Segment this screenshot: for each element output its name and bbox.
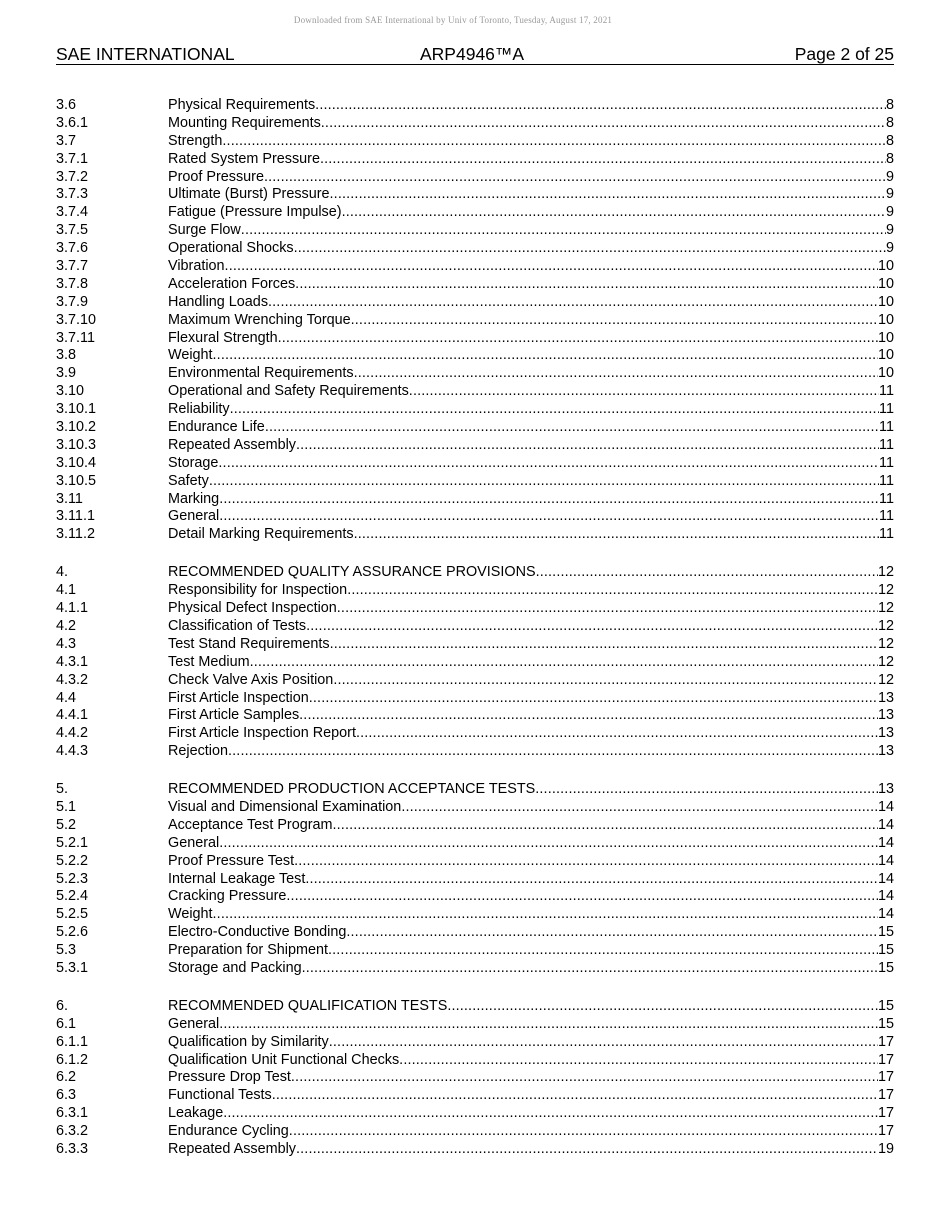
toc-entry[interactable] xyxy=(56,725,894,743)
toc-entry-title: Responsibility for Inspection xyxy=(168,582,348,599)
toc-entry-title: First Article Samples xyxy=(168,707,300,724)
toc-entry-page: 13 xyxy=(877,743,894,760)
toc-entry-page: 11 xyxy=(879,508,894,525)
toc-entry-page: 13 xyxy=(877,725,894,742)
toc-entry-title: Cracking Pressure xyxy=(168,888,287,905)
toc-entry-number: 4.1.1 xyxy=(56,600,89,617)
toc-entry-number: 3.10.4 xyxy=(56,454,97,471)
toc-entry[interactable] xyxy=(56,526,894,544)
toc-entry-title: Qualification by Similarity xyxy=(168,1033,329,1050)
toc-entry-number: 3.7.6 xyxy=(56,240,89,257)
toc-entry[interactable] xyxy=(56,508,894,526)
toc-entry[interactable] xyxy=(56,473,894,491)
toc-entry-title: Weight xyxy=(168,347,213,364)
toc-entry-title: Repeated Assembly xyxy=(168,436,296,453)
dot-leader xyxy=(354,526,879,544)
toc-entry-title: Qualification Unit Functional Checks xyxy=(168,1051,400,1068)
toc-entry-title: Operational and Safety Requirements xyxy=(168,383,409,400)
toc-entry-number: 3.10.1 xyxy=(56,401,97,418)
toc-entry-page: 8 xyxy=(885,132,894,149)
toc-entry[interactable] xyxy=(56,222,894,240)
toc-entry-title: Weight xyxy=(168,906,213,923)
dot-leader xyxy=(536,564,878,582)
header-page-number: Page 2 of 25 xyxy=(794,44,894,64)
dot-leader xyxy=(286,888,878,906)
toc-entry-number: 5.2 xyxy=(56,816,77,833)
toc-entry[interactable] xyxy=(56,365,894,383)
toc-entry[interactable] xyxy=(56,169,894,187)
toc-entry-title: Preparation for Shipment xyxy=(168,942,328,959)
toc-entry[interactable] xyxy=(56,1105,894,1123)
toc-entry-page: 14 xyxy=(877,816,894,833)
dot-leader xyxy=(241,222,886,240)
toc-entry[interactable] xyxy=(56,690,894,708)
toc-entry-page: 9 xyxy=(885,186,894,203)
toc-entry-page: 17 xyxy=(877,1051,894,1068)
toc-entry-number: 3.7.10 xyxy=(56,311,97,328)
toc-entry-page: 14 xyxy=(877,798,894,815)
toc-entry-number: 6.3.1 xyxy=(56,1105,89,1122)
dot-leader xyxy=(222,133,886,151)
toc-entry-title: Surge Flow xyxy=(168,222,241,239)
toc-entry-title: RECOMMENDED QUALIFICATION TESTS xyxy=(168,997,448,1014)
toc-entry-page: 10 xyxy=(877,347,894,364)
toc-entry-title: Repeated Assembly xyxy=(168,1140,296,1157)
toc-entry[interactable] xyxy=(56,654,894,672)
toc-entry-page: 11 xyxy=(879,419,894,436)
dot-leader xyxy=(209,473,879,491)
toc-entry-page: 19 xyxy=(877,1140,894,1157)
toc-entry-number: 3.7.4 xyxy=(56,204,89,221)
toc-entry-page: 15 xyxy=(877,924,894,941)
toc-entry-title: First Article Inspection Report xyxy=(168,725,356,742)
toc-entry-number: 6.1 xyxy=(56,1015,77,1032)
toc-entry-number: 6. xyxy=(56,997,69,1014)
toc-entry[interactable] xyxy=(56,1141,894,1159)
toc-entry[interactable] xyxy=(56,437,894,455)
toc-entry-number: 5.2.1 xyxy=(56,834,89,851)
header-org: SAE INTERNATIONAL xyxy=(56,44,235,64)
toc-entry-title: Storage xyxy=(168,454,219,471)
toc-entry-number: 3.10.5 xyxy=(56,472,97,489)
toc-entry-number: 4.4.2 xyxy=(56,725,89,742)
dot-leader xyxy=(223,1105,878,1123)
toc-entry[interactable] xyxy=(56,960,894,978)
toc-entry-number: 5.2.3 xyxy=(56,870,89,887)
dot-leader xyxy=(356,725,878,743)
dot-leader xyxy=(347,582,878,600)
toc-entry-title: Visual and Dimensional Examination xyxy=(168,798,402,815)
toc-entry-title: Marking xyxy=(168,490,220,507)
toc-entry-number: 4.2 xyxy=(56,617,77,634)
toc-entry[interactable] xyxy=(56,871,894,889)
toc-entry[interactable] xyxy=(56,888,894,906)
toc-entry-page: 14 xyxy=(877,888,894,905)
dot-leader xyxy=(295,276,878,294)
toc-entry[interactable] xyxy=(56,835,894,853)
toc-entry[interactable] xyxy=(56,258,894,276)
toc-entry-title: Acceleration Forces xyxy=(168,275,296,292)
toc-entry-number: 4.4.3 xyxy=(56,743,89,760)
toc-entry-title: Proof Pressure xyxy=(168,168,264,185)
toc-entry-title: Flexural Strength xyxy=(168,329,278,346)
toc-entry[interactable] xyxy=(56,618,894,636)
toc-entry[interactable] xyxy=(56,998,894,1016)
dot-leader xyxy=(309,690,878,708)
dot-leader xyxy=(333,672,878,690)
toc-entry-number: 4.3 xyxy=(56,635,77,652)
toc-entry-number: 5.1 xyxy=(56,798,77,815)
toc-entry-page: 15 xyxy=(877,942,894,959)
toc-entry[interactable] xyxy=(56,383,894,401)
toc-entry-page: 12 xyxy=(877,653,894,670)
toc-entry-page: 12 xyxy=(877,617,894,634)
toc-entry[interactable] xyxy=(56,330,894,348)
toc-entry-page: 9 xyxy=(885,240,894,257)
toc-entry[interactable] xyxy=(56,672,894,690)
dot-leader xyxy=(213,347,878,365)
toc-entry-number: 3.10 xyxy=(56,383,85,400)
toc-entry-number: 6.2 xyxy=(56,1069,77,1086)
toc-section xyxy=(56,781,894,978)
toc-entry[interactable] xyxy=(56,347,894,365)
toc-entry-page: 11 xyxy=(879,383,894,400)
toc-entry-page: 10 xyxy=(877,365,894,382)
toc-entry-number: 4. xyxy=(56,564,69,581)
toc-entry[interactable] xyxy=(56,707,894,725)
toc-entry-number: 3.6 xyxy=(56,97,77,113)
toc-entry[interactable] xyxy=(56,906,894,924)
toc-entry-title: Strength xyxy=(168,132,223,149)
toc-entry-title: Physical Defect Inspection xyxy=(168,600,337,617)
toc-entry-number: 3.10.2 xyxy=(56,419,97,436)
toc-entry-title: Storage and Packing xyxy=(168,959,302,976)
toc-section xyxy=(56,998,894,1159)
toc-entry-page: 11 xyxy=(879,472,894,489)
toc-entry-page: 14 xyxy=(877,834,894,851)
toc-entry[interactable] xyxy=(56,1034,894,1052)
toc-entry-title: General xyxy=(168,508,220,525)
toc-entry-number: 5.3 xyxy=(56,942,77,959)
toc-entry-title: Leakage xyxy=(168,1105,224,1122)
table-of-contents xyxy=(56,97,894,1179)
dot-leader xyxy=(291,1069,878,1087)
toc-entry[interactable] xyxy=(56,853,894,871)
dot-leader xyxy=(296,1141,878,1159)
toc-entry[interactable] xyxy=(56,97,894,115)
toc-entry-page: 9 xyxy=(885,222,894,239)
toc-entry-page: 8 xyxy=(885,97,894,113)
toc-entry-page: 12 xyxy=(877,671,894,688)
toc-entry[interactable] xyxy=(56,151,894,169)
toc-entry-number: 4.1 xyxy=(56,582,77,599)
toc-entry-title: RECOMMENDED QUALITY ASSURANCE PROVISIONS xyxy=(168,564,536,581)
dot-leader xyxy=(346,924,878,942)
dot-leader xyxy=(219,835,878,853)
toc-entry-title: Safety xyxy=(168,472,209,489)
toc-entry[interactable] xyxy=(56,455,894,473)
toc-entry-page: 10 xyxy=(877,293,894,310)
dot-leader xyxy=(230,401,879,419)
toc-entry[interactable] xyxy=(56,817,894,835)
toc-entry-number: 3.7.3 xyxy=(56,186,89,203)
dot-leader xyxy=(265,419,879,437)
toc-entry-title: Vibration xyxy=(168,258,225,275)
dot-leader xyxy=(330,636,878,654)
dot-leader xyxy=(305,871,878,889)
toc-entry-number: 5.2.5 xyxy=(56,906,89,923)
toc-entry-page: 11 xyxy=(879,526,894,543)
dot-leader xyxy=(264,169,886,187)
toc-entry-number: 3.11 xyxy=(56,490,83,507)
toc-entry-title: Test Stand Requirements xyxy=(168,635,330,652)
header-doc-id: ARP4946™A xyxy=(420,44,525,64)
toc-entry-number: 5. xyxy=(56,781,69,798)
dot-leader xyxy=(302,960,878,978)
toc-entry[interactable] xyxy=(56,401,894,419)
toc-entry-title: Check Valve Axis Position xyxy=(168,671,334,688)
toc-entry-title: Operational Shocks xyxy=(168,240,294,257)
toc-entry-title: Fatigue (Pressure Impulse) xyxy=(168,204,342,221)
toc-entry-page: 15 xyxy=(877,1015,894,1032)
toc-entry-number: 3.7.9 xyxy=(56,293,89,310)
toc-entry[interactable] xyxy=(56,582,894,600)
toc-entry-title: Handling Loads xyxy=(168,293,269,310)
toc-entry[interactable] xyxy=(56,1052,894,1070)
toc-entry[interactable] xyxy=(56,133,894,151)
toc-entry-number: 3.7.5 xyxy=(56,222,89,239)
dot-leader xyxy=(225,258,878,276)
toc-entry-page: 12 xyxy=(877,635,894,652)
toc-entry-page: 10 xyxy=(877,258,894,275)
dot-leader xyxy=(306,618,878,636)
toc-entry-title: Maximum Wrenching Torque xyxy=(168,311,351,328)
dot-leader xyxy=(294,240,886,258)
toc-entry-number: 3.7.2 xyxy=(56,168,89,185)
toc-entry-number: 4.3.2 xyxy=(56,671,89,688)
toc-entry-page: 12 xyxy=(877,564,894,581)
dot-leader xyxy=(329,1034,878,1052)
toc-entry[interactable] xyxy=(56,276,894,294)
toc-section xyxy=(56,97,894,544)
toc-entry-title: Environmental Requirements xyxy=(168,365,354,382)
toc-entry-title: Endurance Cycling xyxy=(168,1123,289,1140)
toc-entry-title: Functional Tests xyxy=(168,1087,272,1104)
dot-leader xyxy=(333,817,878,835)
toc-entry-page: 17 xyxy=(877,1033,894,1050)
toc-entry-page: 9 xyxy=(885,168,894,185)
toc-entry[interactable] xyxy=(56,491,894,509)
dot-leader xyxy=(315,97,886,115)
toc-entry-number: 5.2.4 xyxy=(56,888,89,905)
toc-entry[interactable] xyxy=(56,186,894,204)
toc-entry-title: Classification of Tests xyxy=(168,617,307,634)
toc-entry-number: 3.6.1 xyxy=(56,114,89,131)
dot-leader xyxy=(250,654,878,672)
toc-entry-page: 11 xyxy=(879,401,894,418)
toc-entry-number: 6.3.3 xyxy=(56,1140,89,1157)
toc-entry-number: 5.2.2 xyxy=(56,852,89,869)
toc-entry-page: 17 xyxy=(877,1105,894,1122)
dot-leader xyxy=(228,743,878,761)
toc-entry[interactable] xyxy=(56,924,894,942)
toc-entry[interactable] xyxy=(56,1123,894,1141)
toc-entry[interactable] xyxy=(56,294,894,312)
dot-leader xyxy=(342,204,886,222)
toc-entry-number: 6.3.2 xyxy=(56,1123,89,1140)
toc-entry-page: 15 xyxy=(877,997,894,1014)
dot-leader xyxy=(219,491,879,509)
dot-leader xyxy=(219,508,879,526)
toc-entry-number: 3.10.3 xyxy=(56,436,97,453)
toc-entry-page: 14 xyxy=(877,906,894,923)
toc-entry-title: Mounting Requirements xyxy=(168,114,321,131)
toc-entry-page: 15 xyxy=(877,959,894,976)
toc-entry-page: 10 xyxy=(877,329,894,346)
toc-entry-number: 3.7.8 xyxy=(56,275,89,292)
dot-leader xyxy=(299,707,878,725)
toc-entry[interactable] xyxy=(56,636,894,654)
toc-section xyxy=(56,564,894,761)
toc-entry-number: 5.3.1 xyxy=(56,959,89,976)
toc-entry[interactable] xyxy=(56,600,894,618)
dot-leader xyxy=(337,600,878,618)
toc-entry-page: 12 xyxy=(877,582,894,599)
toc-entry-page: 12 xyxy=(877,600,894,617)
toc-entry-page: 17 xyxy=(877,1123,894,1140)
toc-entry[interactable] xyxy=(56,942,894,960)
dot-leader xyxy=(330,186,886,204)
toc-entry-page: 10 xyxy=(877,275,894,292)
toc-entry-page: 9 xyxy=(885,204,894,221)
dot-leader xyxy=(289,1123,878,1141)
toc-entry-number: 3.7.7 xyxy=(56,258,89,275)
toc-entry-number: 5.2.6 xyxy=(56,924,89,941)
toc-entry[interactable] xyxy=(56,781,894,799)
toc-entry[interactable] xyxy=(56,204,894,222)
toc-entry-title: Pressure Drop Test xyxy=(168,1069,291,1086)
dot-leader xyxy=(447,998,878,1016)
toc-entry-title: General xyxy=(168,834,220,851)
dot-leader xyxy=(268,294,878,312)
toc-entry-number: 6.1.2 xyxy=(56,1051,89,1068)
toc-entry-title: Test Medium xyxy=(168,653,250,670)
toc-entry[interactable] xyxy=(56,1069,894,1087)
dot-leader xyxy=(535,781,878,799)
dot-leader xyxy=(321,115,886,133)
dot-leader xyxy=(272,1087,878,1105)
dot-leader xyxy=(354,365,878,383)
toc-entry[interactable] xyxy=(56,115,894,133)
dot-leader xyxy=(294,853,878,871)
toc-entry-number: 3.11.2 xyxy=(56,526,95,543)
toc-entry[interactable] xyxy=(56,240,894,258)
toc-entry[interactable] xyxy=(56,743,894,761)
toc-entry-title: Detail Marking Requirements xyxy=(168,526,354,543)
toc-entry-page: 17 xyxy=(877,1069,894,1086)
toc-entry-page: 11 xyxy=(879,490,894,507)
toc-entry[interactable] xyxy=(56,799,894,817)
toc-entry-page: 10 xyxy=(877,311,894,328)
toc-entry-number: 3.11.1 xyxy=(56,508,95,525)
toc-entry-page: 8 xyxy=(885,150,894,167)
dot-leader xyxy=(328,942,878,960)
toc-entry-page: 11 xyxy=(879,454,894,471)
toc-entry-page: 13 xyxy=(877,707,894,724)
toc-entry-page: 14 xyxy=(877,852,894,869)
toc-entry-number: 3.9 xyxy=(56,365,77,382)
toc-entry-number: 3.8 xyxy=(56,347,77,364)
toc-entry-number: 3.7.11 xyxy=(56,329,95,346)
download-watermark: Downloaded from SAE International by Univ of Toronto, Tuesday, August 17, 2021 xyxy=(293,15,613,25)
toc-entry-number: 3.7.1 xyxy=(56,150,89,167)
toc-entry[interactable] xyxy=(56,312,894,330)
toc-entry-title: Endurance Life xyxy=(168,419,265,436)
toc-entry-number: 4.3.1 xyxy=(56,653,89,670)
toc-entry-title: Rejection xyxy=(168,743,228,760)
dot-leader xyxy=(296,437,879,455)
toc-entry[interactable] xyxy=(56,564,894,582)
dot-leader xyxy=(351,312,878,330)
toc-entry-title: Rated System Pressure xyxy=(168,150,320,167)
dot-leader xyxy=(278,330,878,348)
toc-entry-number: 6.1.1 xyxy=(56,1033,89,1050)
dot-leader xyxy=(218,455,879,473)
toc-entry-title: Ultimate (Burst) Pressure xyxy=(168,186,330,203)
dot-leader xyxy=(219,1016,878,1034)
toc-entry-page: 13 xyxy=(877,689,894,706)
page-header xyxy=(56,44,894,65)
dot-leader xyxy=(213,906,878,924)
toc-entry-number: 4.4.1 xyxy=(56,707,89,724)
toc-entry-number: 3.7 xyxy=(56,132,77,149)
toc-entry-title: Internal Leakage Test xyxy=(168,870,306,887)
dot-leader xyxy=(399,1052,878,1070)
toc-entry-title: Acceptance Test Program xyxy=(168,816,333,833)
toc-entry-number: 4.4 xyxy=(56,689,77,706)
toc-entry[interactable] xyxy=(56,1087,894,1105)
toc-entry-number: 6.3 xyxy=(56,1087,77,1104)
toc-entry-page: 17 xyxy=(877,1087,894,1104)
toc-entry[interactable] xyxy=(56,419,894,437)
toc-entry-page: 13 xyxy=(877,781,894,798)
toc-entry-title: Electro-Conductive Bonding xyxy=(168,924,347,941)
toc-entry-title: RECOMMENDED PRODUCTION ACCEPTANCE TESTS xyxy=(168,781,536,798)
toc-entry-page: 8 xyxy=(885,114,894,131)
toc-entry-page: 11 xyxy=(879,436,894,453)
toc-entry-title: Physical Requirements xyxy=(168,97,316,113)
toc-entry-page: 14 xyxy=(877,870,894,887)
toc-entry-title: General xyxy=(168,1015,220,1032)
toc-entry[interactable] xyxy=(56,1016,894,1034)
dot-leader xyxy=(401,799,878,817)
dot-leader xyxy=(320,151,886,169)
toc-entry-title: First Article Inspection xyxy=(168,689,309,706)
dot-leader xyxy=(409,383,879,401)
toc-entry-title: Proof Pressure Test xyxy=(168,852,295,869)
toc-entry-title: Reliability xyxy=(168,401,230,418)
